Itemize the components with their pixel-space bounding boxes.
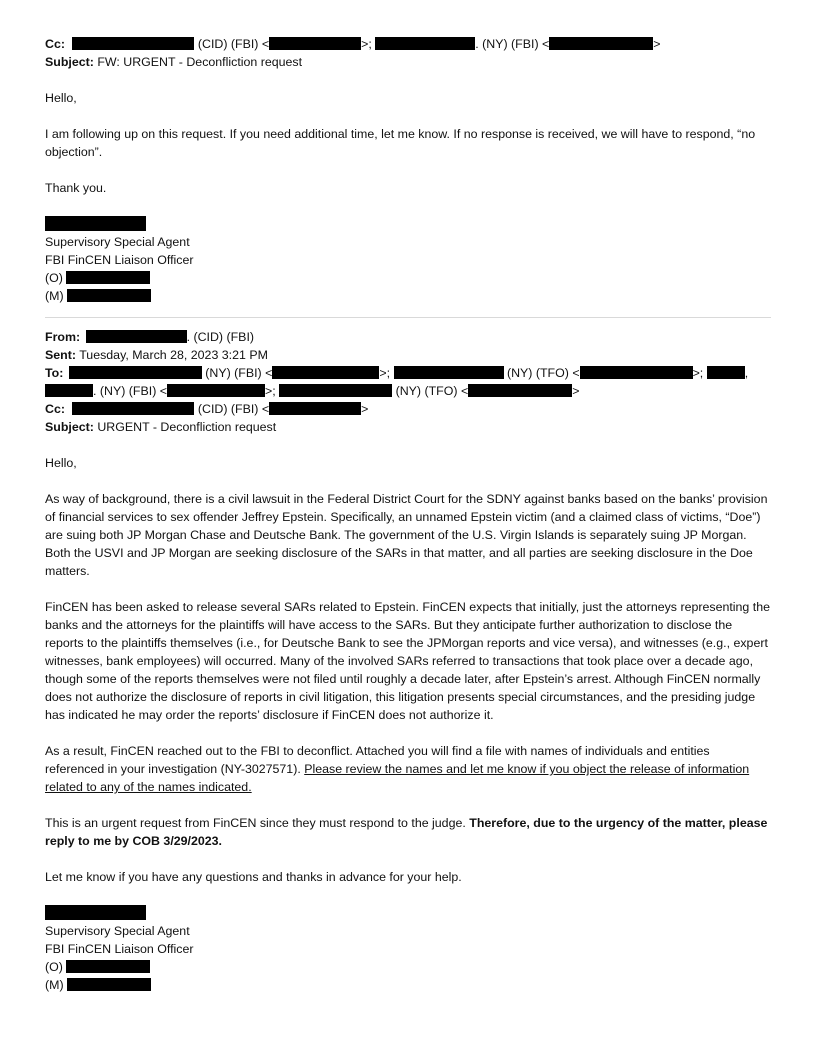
to-recipient-1: (NY) (FBI) < (201, 366, 273, 380)
redaction-block (394, 366, 504, 379)
redaction-block (66, 960, 150, 973)
signature-block (45, 215, 771, 305)
sent-line (45, 346, 771, 364)
body-paragraph-urgent (45, 814, 771, 850)
cc-end: > (653, 37, 661, 51)
cc-end: > (361, 402, 369, 416)
greeting: Hello, (45, 456, 77, 470)
urgent-text: This is an urgent request from FinCEN since they must respond to the judge. (45, 816, 470, 830)
redaction-block (67, 978, 151, 991)
to-recipient-5: (NY) (TFO) < (392, 384, 469, 398)
to-line-2 (45, 382, 771, 400)
body-paragraph: I am following up on this request. If you need additional time, let me know. If no response is received, we will have to respond, “no objection”. (45, 127, 756, 159)
from-label: From: (45, 330, 81, 344)
redaction-block (580, 366, 693, 379)
sent-label: Sent: (45, 348, 76, 362)
cc-name2-suffix: . (NY) (FBI) < (475, 37, 550, 51)
redaction-block (86, 330, 187, 343)
mobile-label: (M) (45, 978, 64, 992)
to-sep-3: , (744, 366, 749, 380)
deconflict-text: As a result, FinCEN reached out to the FBI to deconflict. Attached you will find a file with names of individuals and entities referenced in your investigation (NY-3027571). (45, 744, 710, 776)
first-subject-line (45, 53, 771, 71)
to-line-1 (45, 364, 771, 382)
body-paragraph-thanks: Let me know if you have any questions and thanks in advance for your help. (45, 870, 462, 884)
subject-line (45, 418, 771, 436)
signature-office-phone (45, 958, 771, 976)
redaction-block (468, 384, 572, 397)
to-end: > (572, 384, 580, 398)
to-sep-4: >; (265, 384, 276, 398)
body-paragraph-fincen: FinCEN has been asked to release several SARs related to Epstein. FinCEN expects that initially, just the attorneys representing the banks and the attorneys for the plaintiffs will have access to the SARs. But they anticipate further authorization to disclose the reports to the plaintiffs themselves (i.e., for Deutsche Bank to see the JPMorgan reports and vice versa), and witnesses (e.g., expert witnesses, bank employees) will occurred. Many of the involved SARs referred to transactions that took place over a decade ago, though some of the reports themselves were not filed until roughly a decade later, after Epstein’s arrest. Although FinCEN normally does not authorize the disclosure of reports in civil litigation, this litigation presents special circumstances, and the presiding judge has indicated he may order the reports’ disclosure if FinCEN does not authorize it. (45, 600, 770, 722)
cc-line (45, 400, 771, 418)
redaction-block (72, 37, 194, 50)
from-value: . (CID) (FBI) (186, 330, 255, 344)
redacted-name (45, 905, 146, 920)
sent-value: Tuesday, March 28, 2023 3:21 PM (75, 348, 268, 362)
signature-org: FBI FinCEN Liaison Officer (45, 942, 194, 956)
redaction-block (375, 37, 475, 50)
greeting: Hello, (45, 91, 77, 105)
to-sep-2: >; (692, 366, 704, 380)
cc-label: Cc: (45, 37, 65, 51)
review-request-text: Please review the names and let me know if you object the release of information related to any of the names indicated. (45, 762, 750, 794)
first-cc-line (45, 35, 771, 53)
closing: Thank you. (45, 181, 107, 195)
subject-label: Subject: (45, 420, 94, 434)
signature-title: Supervisory Special Agent (45, 924, 190, 938)
cc-separator: >; (361, 37, 372, 51)
signature-block (45, 904, 771, 994)
redaction-block (67, 289, 151, 302)
subject-value: URGENT - Deconfliction request (93, 420, 277, 434)
body-paragraph-background: As way of background, there is a civil lawsuit in the Federal District Court for the SDNY against banks based on the banks’ provision of financial services to sex offender Jeffrey Epstein. Specifically, an unnamed Epstein victim (and a claimed class of victims, “Doe”) are suing both JP Morgan Chase and Deutsche Bank. The government of the U.S. Virgin Islands is separately suing JP Morgan. Both the USVI and JP Morgan are seeking disclosure of the SARs in that matter, and all parties are seeking disclosure in the Doe matters. (45, 492, 768, 578)
redaction-block (66, 271, 150, 284)
signature-mobile-phone (45, 287, 771, 305)
to-sep-1: >; (379, 366, 391, 380)
office-label: (O) (45, 271, 63, 285)
redaction-block (45, 384, 93, 397)
signature-mobile-phone (45, 976, 771, 994)
signature-org: FBI FinCEN Liaison Officer (45, 253, 194, 267)
redaction-block (272, 366, 379, 379)
to-label: To: (45, 366, 64, 380)
cc-name1-suffix: (CID) (FBI) < (194, 37, 270, 51)
mobile-label: (M) (45, 289, 64, 303)
redaction-block (269, 402, 361, 415)
deadline-text: Therefore, due to the urgency of the matter, please reply to me by COB 3/29/2023. (45, 816, 768, 848)
from-line (45, 328, 771, 346)
redacted-name (45, 216, 146, 231)
redaction-block (72, 402, 194, 415)
subject-label: Subject: (45, 55, 94, 69)
email-document (45, 35, 771, 994)
email-separator (45, 317, 771, 318)
office-label: (O) (45, 960, 63, 974)
cc-value: (CID) (FBI) < (194, 402, 270, 416)
signature-office-phone (45, 269, 771, 287)
cc-label: Cc: (45, 402, 65, 416)
redaction-block (279, 384, 392, 397)
to-recipient-2: (NY) (TFO) < (503, 366, 580, 380)
redaction-block (549, 37, 653, 50)
redaction-block (167, 384, 265, 397)
redaction-block (269, 37, 361, 50)
body-paragraph-deconflict (45, 742, 771, 796)
signature-title: Supervisory Special Agent (45, 235, 190, 249)
redaction-block (707, 366, 745, 379)
subject-value: FW: URGENT - Deconfliction request (93, 55, 303, 69)
redaction-block (69, 366, 202, 379)
to-recipient-4: . (NY) (FBI) < (93, 384, 167, 398)
